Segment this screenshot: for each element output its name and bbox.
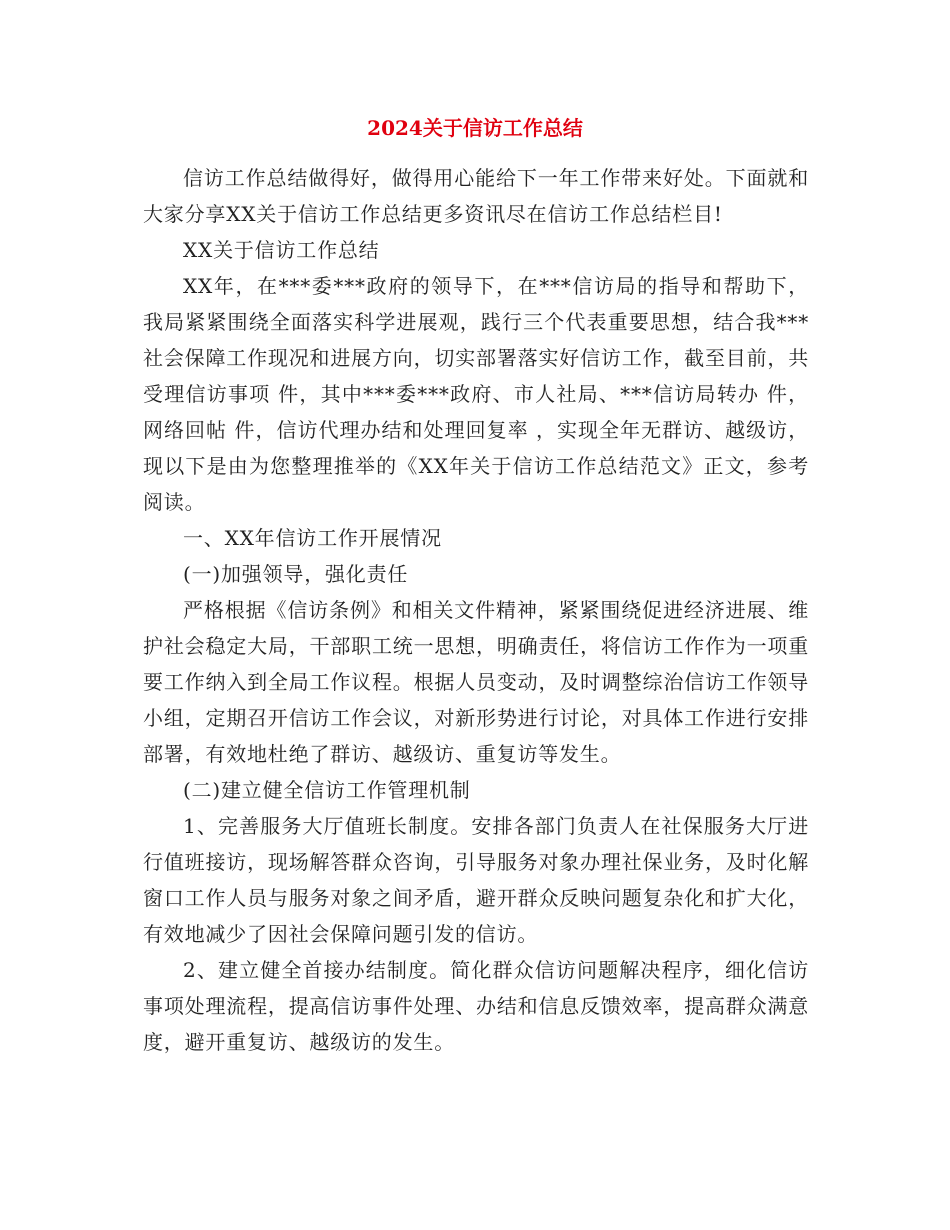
paragraph-intro: 信访工作总结做得好，做得用心能给下一年工作带来好处。下面就和大家分享XX关于信访工作总结更多资讯尽在信访工作总结栏目! xyxy=(143,166,809,226)
subsection-heading-2: (二)建立健全信访工作管理机制 xyxy=(183,778,471,802)
document-title: 2024关于信访工作总结 xyxy=(367,116,583,140)
document-body xyxy=(143,160,809,1060)
paragraph-item-2: 2、建立健全首接办结制度。简化群众信访问题解决程序，细化信访事项处理流程，提高信访事件处理、办结和信息反馈效率，提高群众满意度，避开重复访、越级访的发生。 xyxy=(143,958,809,1054)
subsection-heading-1: (一)加强领导，强化责任 xyxy=(183,562,409,586)
paragraph-leadership: 严格根据《信访条例》和相关文件精神，紧紧围绕促进经济进展、维护社会稳定大局，干部职工统一思想，明确责任，将信访工作作为一项重要工作纳入到全局工作议程。根据人员变动，及时调整综治信访工作领导小组，定期召开信访工作会议，对新形势进行讨论，对具体工作进行安排部署，有效地杜绝了群访、越级访、重复访等发生。 xyxy=(143,598,809,766)
paragraph-overview: XX年，在***委***政府的领导下，在***信访局的指导和帮助下，我局紧紧围绕全面落实科学进展观，践行三个代表重要思想，结合我***社会保障工作现况和进展方向，切实部署落实好信访工作，截至目前，共受理信访事项 件，其中***委***政府、市人社局、***信访局转办 件，网络回帖 件，信访代理办结和处理回复率 ，实现全年无群访、越级访，现以下是由为您整理推举的《XX年关于信访工作总结范文》正文，参考阅读。 xyxy=(143,274,809,514)
paragraph-subtitle: XX关于信访工作总结 xyxy=(183,238,380,262)
section-heading-1: 一、XX年信访工作开展情况 xyxy=(183,526,442,550)
paragraph-item-1: 1、完善服务大厅值班长制度。安排各部门负责人在社保服务大厅进行值班接访，现场解答群众咨询，引导服务对象办理社保业务，及时化解窗口工作人员与服务对象之间矛盾，避开群众反映问题复杂化和扩大化，有效地减少了因社会保障问题引发的信访。 xyxy=(143,814,809,946)
